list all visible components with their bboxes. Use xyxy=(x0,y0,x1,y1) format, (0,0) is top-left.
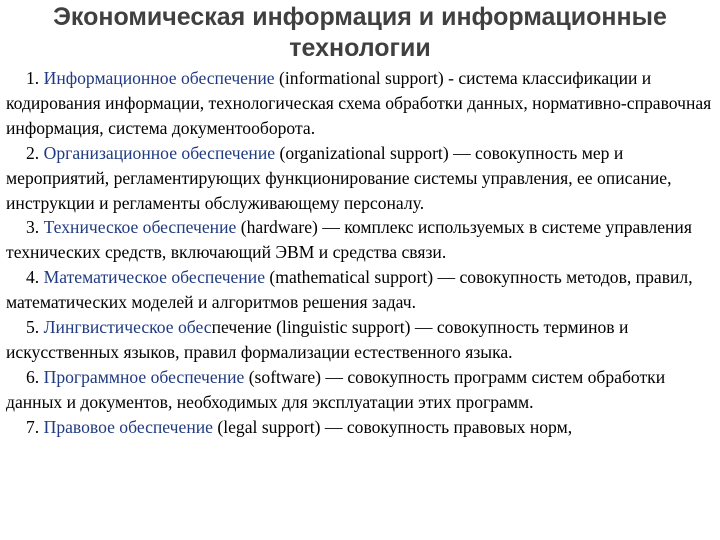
support-list xyxy=(6,66,718,440)
page-title-line-2: технологии xyxy=(289,34,431,62)
list-item-legal xyxy=(6,415,718,440)
page-title-line-1: Экономическая информация и информационные xyxy=(53,3,667,31)
list-item-text: (organizational support) — совокупность мер и мероприятий, регламентирующих функционирование системы управления, ее описание, инструкции и регламенты обслуживающему персоналу. xyxy=(6,142,672,213)
list-item-term: Лингвистическое обес xyxy=(43,317,212,338)
list-item-text: (software) — совокупность программ систем обработки данных и документов, необходимых для эксплуатации этих программ. xyxy=(6,366,666,412)
list-item-number: 3. xyxy=(26,217,40,238)
list-item-text: (linguistic support) — совокупность терминов и искусственных языков, правил формализации естественного языка. xyxy=(6,317,629,362)
list-item-term: Программное обеспечение xyxy=(43,366,245,387)
list-item-linguistic xyxy=(6,315,718,365)
list-item-text: (hardware) — комплекс используемых в системе управления технических средств, включающий ЭВМ и средства связи. xyxy=(6,217,692,263)
list-item-software xyxy=(6,365,718,415)
list-item-term-rest: печение xyxy=(211,317,272,338)
list-item-term: Правовое обеспечение xyxy=(43,416,213,437)
list-item-number: 4. xyxy=(26,267,40,288)
list-item-organizational xyxy=(6,141,718,216)
list-item-text: (mathematical support) — совокупность методов, правил, математических моделей и алгоритмов решения задач. xyxy=(6,267,693,313)
list-item-term: Математическое обеспечение xyxy=(43,267,266,288)
list-item-number: 1. xyxy=(26,68,40,88)
list-item-term: Техническое обеспечение xyxy=(43,217,237,238)
list-item-mathematical xyxy=(6,265,718,315)
list-item-text: (informational support) - система классификации и кодирования информации, технологическая схема обработки данных, нормативно-справочная информация, система документооборота. xyxy=(6,68,712,138)
list-item-number: 6. xyxy=(26,366,40,387)
list-item-term: Информационное обеспечение xyxy=(43,68,275,88)
list-item-number: 7. xyxy=(26,416,40,437)
list-item-text: (legal support) — совокупность правовых норм, xyxy=(212,416,573,437)
list-item-term: Организационное обеспечение xyxy=(43,142,276,163)
list-item-informational xyxy=(6,66,718,141)
list-item-number: 2. xyxy=(26,142,40,163)
list-item-hardware xyxy=(6,215,718,265)
page-title xyxy=(0,2,720,64)
list-item-number: 5. xyxy=(26,317,40,338)
